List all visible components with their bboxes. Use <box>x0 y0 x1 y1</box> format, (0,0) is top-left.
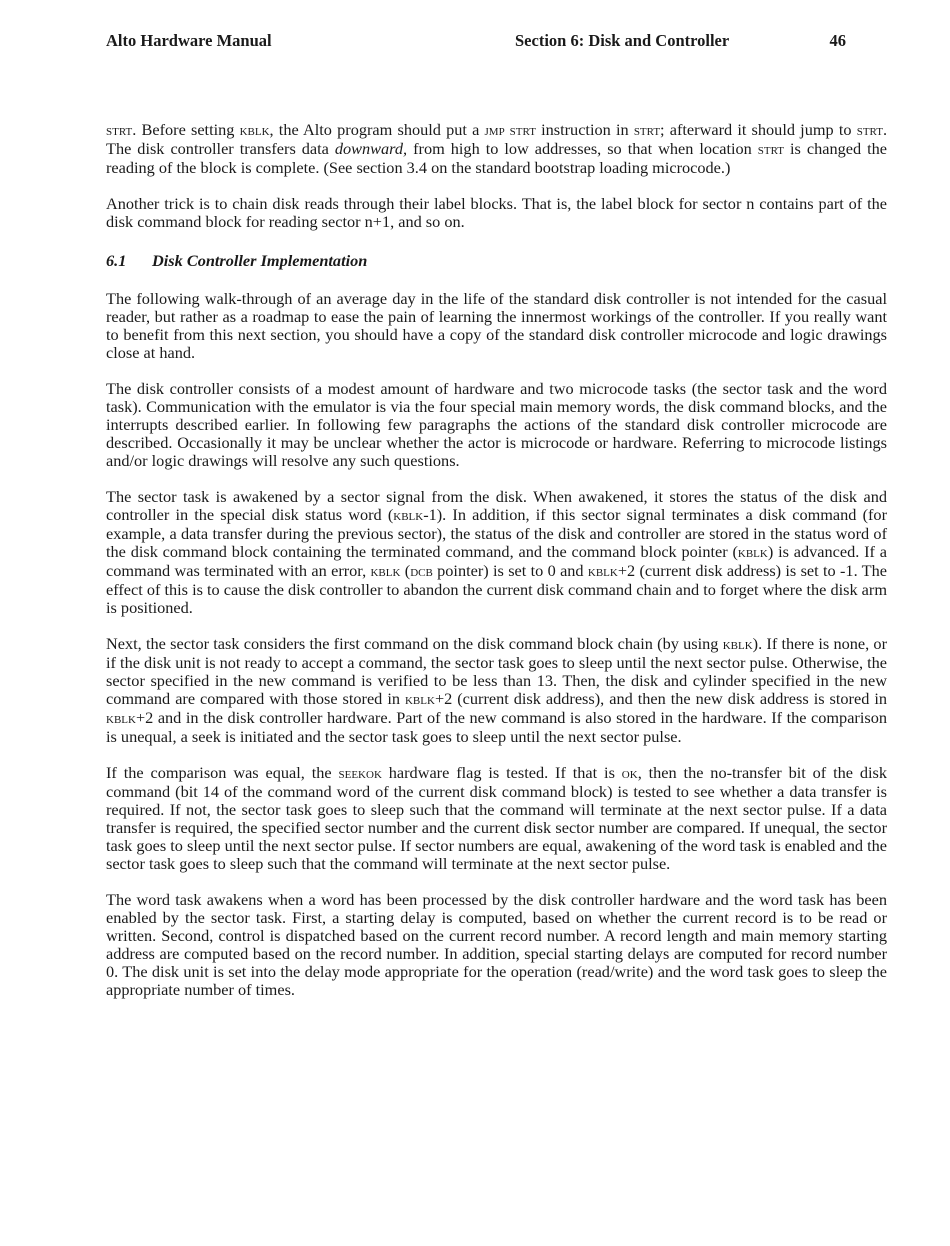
code-term: kblk <box>722 636 753 653</box>
page-number: 46 <box>829 31 846 50</box>
paragraph-strt <box>106 121 887 177</box>
code-term: kblk <box>404 691 435 708</box>
paragraph-sector-task <box>106 488 887 617</box>
code-term: kblk <box>587 563 618 580</box>
text-run: -1). In addition, if this sector signal terminates a disk command (for example, a data transfer during the previous sector), the status of the disk and controller are stored in the status word of the disk command block containing the terminated command, and the command block pointer ( <box>106 505 887 561</box>
section-heading-title: Disk Controller Implementation <box>152 251 368 270</box>
code-term: jmp strt <box>484 122 536 139</box>
code-term: strt <box>757 141 785 158</box>
text-run: . Before setting <box>132 120 240 139</box>
code-term: kblk <box>106 710 136 727</box>
paragraph-label-chain: Another trick is to chain disk reads through their label blocks. That is, the label block for sector n contains part of the disk command block for reading sector n+1, and so on. <box>106 194 887 231</box>
code-term: strt <box>856 122 883 139</box>
text-run: hardware flag is tested. If that is <box>381 763 622 782</box>
code-term: strt <box>633 122 661 139</box>
paragraph-controller-overview: The disk controller consists of a modest amount of hardware and two microcode tasks (the sector task and the word task). Communication with the emulator is via the four special main memory words, the disk command blocks, and the interrupts described earlier. In following few paragraphs the actions of the standard disk controller microcode are described. Occasionally it may be unclear whether the actor is microcode or hardware. Referring to microcode listings and/or logic drawings will resolve any such questions. <box>106 379 887 470</box>
paragraph-next-command <box>106 635 887 746</box>
text-run: The sector task is awakened by a sector signal from the disk. When awakened, it stores the status of the disk and controller in the special disk status word ( <box>106 487 887 524</box>
section-heading <box>106 252 887 270</box>
paragraph-comparison <box>106 764 887 873</box>
text-run: ; afterward it should jump to <box>660 120 857 139</box>
text-run: , the Alto program should put a <box>269 120 485 139</box>
code-term: seekok <box>338 765 382 782</box>
section-number: 6.1 <box>106 251 127 270</box>
text-run: +2 (current disk address), and then the new disk address is stored in <box>434 689 887 708</box>
text-run: If the comparison was equal, the <box>106 763 339 782</box>
section-title: Section 6: Disk and Controller <box>515 31 730 50</box>
page-header <box>106 31 846 53</box>
text-run: ). If there is none, or if the disk unit is not ready to accept a command, the sector task goes to sleep until the next sector pulse. Otherwise, the sector specified in the new command is verified to be less than 13. Then, the disk and cylinder specified in the new command are compared with those stored in <box>106 634 887 708</box>
code-term: kblk <box>370 563 401 580</box>
code-term: dcb <box>410 563 433 580</box>
text-run: from high to low addresses, so that when location <box>407 139 758 158</box>
text-run: pointer) is set to 0 and <box>432 561 588 580</box>
text-run: is changed the reading of the block is complete. (See section 3.4 on the standard bootstrap loading microcode.) <box>106 139 888 177</box>
text-run: ( <box>400 561 411 580</box>
text-run: +2 (current disk address) is set to -1. The effect of this is to cause the disk controller to abandon the current disk command chain and to forget where the disk arm is positioned. <box>106 561 887 617</box>
code-term: kblk <box>239 122 270 139</box>
emphasis-text: downward, <box>334 139 408 158</box>
text-run: Next, the sector task considers the first command on the disk command block chain (by using <box>106 634 723 653</box>
code-term: kblk <box>737 544 768 561</box>
document-body <box>106 121 887 1017</box>
code-term: kblk <box>393 507 424 524</box>
text-run: ) is advanced. If a command was terminated with an error, <box>106 542 888 580</box>
code-term: strt <box>106 122 133 139</box>
text-run: , then the no-transfer bit of the disk command (bit 14 of the command word of the current disk command block) is tested to see whether a data transfer is required. If not, the sector task goes to sleep such that the command will terminate at the next sector pulse. If a data transfer is required, the specified sector number and the current disk sector number are compared. If unequal, the sector task goes to sleep until the next sector pulse. If sector numbers are equal, awakening of the word task is enabled and the sector task goes to sleep such that the command will terminate at the next sector pulse. <box>106 763 888 873</box>
manual-title: Alto Hardware Manual <box>106 31 272 50</box>
paragraph-word-task: The word task awakens when a word has been processed by the disk controller hardware and the word task has been enabled by the sector task. First, a starting delay is computed, based on whether the current record is to be read or written. Second, control is dispatched based on the current record number. A record length and main memory starting address are computed based on the record number. In addition, special starting delays are computed for record number 0. The disk unit is set into the delay mode appropriate for the operation (read/write) and the word task goes to sleep the appropriate number of times. <box>106 890 887 999</box>
code-term: ok <box>621 765 638 782</box>
text-run: instruction in <box>535 120 634 139</box>
text-run: +2 and in the disk controller hardware. Part of the new command is also stored in the hardware. If the comparison is unequal, a seek is initiated and the sector task goes to sleep until the next sector pulse. <box>106 708 887 746</box>
paragraph-walkthrough: The following walk-through of an average day in the life of the standard disk controller is not intended for the casual reader, but rather as a roadmap to ease the pain of learning the innermost workings of the controller. If you really want to benefit from this next section, you should have a copy of the standard disk controller microcode and logic drawings close at hand. <box>106 289 887 362</box>
text-run: . The disk controller transfers data <box>106 120 888 158</box>
